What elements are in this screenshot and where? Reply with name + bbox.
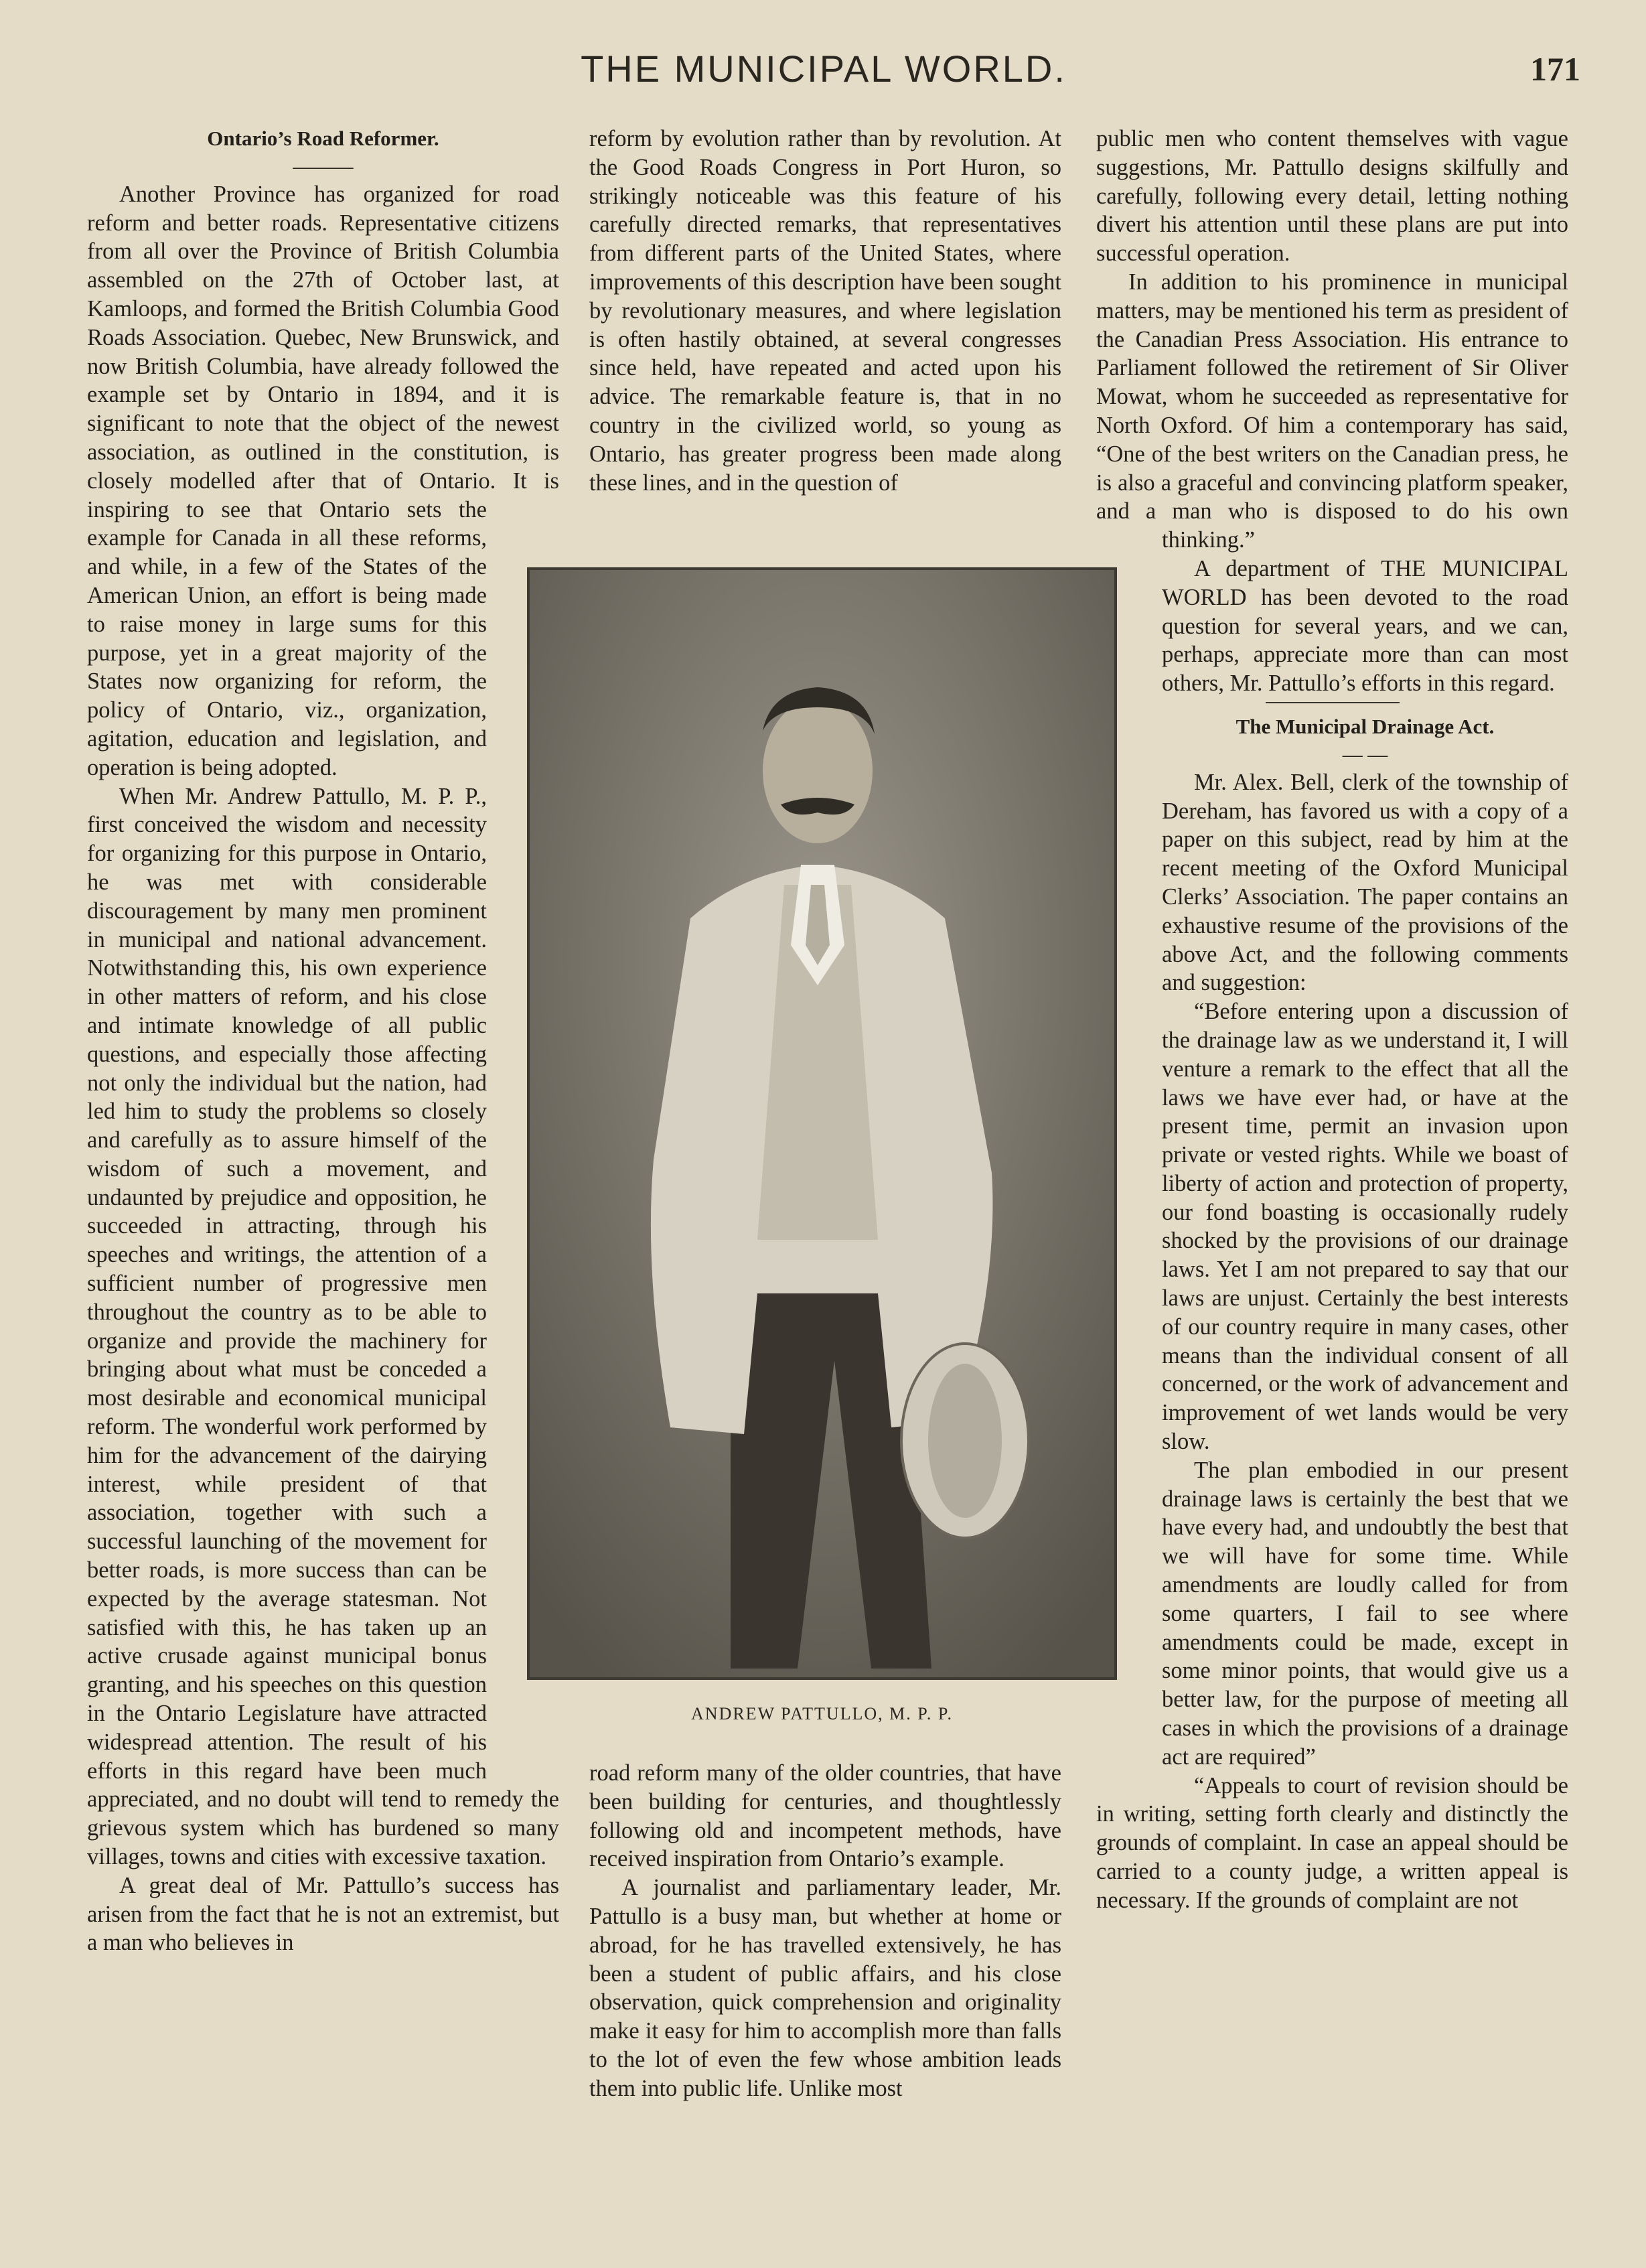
column-1 xyxy=(87,125,559,2255)
article-paragraph: “Before entering upon a discussion of the drainage law as we understand it, I will venture a remark to the effect that all the laws we have ever had, or have at the present time, permit an invasion upon private or vested rights. While we boast of liberty of action and protection of property, our fond boasting is occasionally rudely shocked by the provisions of our drainage laws. Yet I am not prepared to say that our laws are unjust. Certainly the best interests of our country require in many cases, other means than the individual consent of all concerned, or the work of advancement and improvement of wet lands would be very slow. xyxy=(1162,999,1568,1455)
article-heading: Ontario’s Road Reformer. xyxy=(207,127,439,150)
article-paragraph: When Mr. Andrew Pattullo, M. P. P., first conceived the wisdom and necessity for organizing for this purpose in Ontario, he was met with considerable discouragement by many men prominent in municipal and national advancement. Notwithstanding this, his own experience in other matters of reform, and his close and intimate knowledge of all public questions, and especially those affecting not only the individual but the nation, had led him to study the problems so closely and carefully as to assure himself of the wisdom of such a movement, and undaunted by prejudice and opposition, he succeeded in attracting, through his speeches and writings, the attention of a sufficient number of progressive men throughout the country as to be able to organize and provide the machinery for bringing about what must be conceded a most desirable and economical municipal reform. The wonderful work performed by him for the advancement of the dairying interest, while president of that association, together with such a successful launching of the movement for better roads, is more success than can be expected by the average statesman. Not satisfied with this, he has taken up an active crusade against municipal bonus granting, and his speeches on this question in the Ontario Legislature have attracted widespread attention. The result of his efforts in this regard have been much appreciated, and no doubt will tend to remedy the grievous system which has burdened so many villages, towns and cities with excessive taxation. xyxy=(87,783,559,1870)
column-2-bottom xyxy=(589,1759,1061,2241)
article-paragraph: road reform many of the older countries, that have been building for centuries, and thoughtlessly following old and incompetent methods, have received inspiration from Ontario’s example. xyxy=(589,1760,1061,1872)
photo-caption: ANDREW PATTULLO, M. P. P. xyxy=(691,1704,953,1723)
article-paragraph: In addition to his prominence in municipal matters, may be mentioned his term as president of the Canadian Press Association. His entrance to Parliament followed the retirement of Sir Oliver Mowat, whom he succeeded as representative for North Oxford. Of him a contemporary has said, “One of the best writers on the Canadian press, he is also a graceful and convincing platform speaker, and a man who is disposed to do his own thinking.” xyxy=(1096,269,1568,553)
article-paragraph: A journalist and parliamentary leader, Mr. Pattullo is a busy man, but whether at home or abroad, for he has travelled extensively, he has been a student of public affairs, and his close observation, quick comprehension and originality make it easy for him to accomplish more than falls to the lot of even the few whose ambition leads them into public life. Unlike most xyxy=(589,1875,1061,2101)
article-paragraph: The plan embodied in our present drainage laws is certainly the best that we have every had, and undoubtly the best that we will have for some time. While amendments are loudly called for from some quarters, I fail to see where amendments could be made, except in some minor points, that would give us a better law, for the purpose of meeting all cases in which the provisions of a drainage act are required” xyxy=(1162,1457,1568,1770)
portrait-illustration xyxy=(530,570,1114,1677)
page-number: 171 xyxy=(1530,50,1580,88)
heading-separator: ——— xyxy=(293,155,354,178)
article-paragraph: reform by evolution rather than by revolution. At the Good Roads Congress in Port Huron, so strikingly noticeable was this feature of his carefully directed remarks, that representatives from different parts of the United States, where improvements of this description have been sought by revolutionary measures, and where legislation is often hastily obtained, at several congresses since held, have repeated and acted upon his advice. The remarkable feature is, that in no country in the civilized world, so young as Ontario, has greater progress been made along these lines, and in the question of xyxy=(589,126,1061,496)
article-paragraph: Mr. Alex. Bell, clerk of the township of Dereham, has favored us with a copy of a paper on this subject, read by him at the recent meeting of the Oxford Municipal Clerks’ Association. The paper contains an exhaustive resume of the provisions of the above Act, and the following comments and suggestion: xyxy=(1162,769,1568,996)
article-paragraph: A great deal of Mr. Pattullo’s success has arisen from the fact that he is not an extremist, but a man who believes in xyxy=(87,1872,559,1956)
photo-wrap-spacer xyxy=(1096,543,1162,1782)
portrait-photo xyxy=(527,567,1117,1680)
publication-title: THE MUNICIPAL WORLD. xyxy=(581,48,1067,90)
article-paragraph: public men who content themselves with vague suggestions, Mr. Pattullo designs skilfully and carefully, following every detail, letting nothing divert his attention until these plans are put into successful operation. xyxy=(1096,126,1568,267)
article-paragraph: “Appeals to court of revision should be in writing, setting forth clearly and distinctly the grounds of complaint. In case an appeal should be carried to a county judge, a written appeal is necessary. If the grounds of complaint are not xyxy=(1096,1772,1568,1913)
section-rule xyxy=(1266,702,1400,703)
heading-separator: — — xyxy=(1342,743,1388,766)
article-heading: The Municipal Drainage Act. xyxy=(1236,714,1495,738)
column-3 xyxy=(1096,125,1568,2255)
masthead xyxy=(0,47,1646,107)
article-paragraph: A department of THE MUNICIPAL WORLD has been devoted to the road question for several years, and we can, perhaps, appreciate more than can most others, Mr. Pattullo’s efforts in this regard. xyxy=(1162,555,1568,697)
column-2-top xyxy=(589,125,1061,526)
article-paragraph: Another Province has organized for road reform and better roads. Representative citizens from all over the Province of British Columbia assembled on the 27th of October last, at Kamloops, and formed the British Columbia Good Roads Association. Quebec, New Brunswick, and now British Columbia, have already followed the example set by Ontario in 1894, and it is significant to note that the object of the newest association, as outlined in the constitution, is closely modelled after that of Ontario. It is inspiring to see that Ontario sets the example for Canada in all these reforms, and while, in a few of the States of the American Union, an effort is being made to raise money in large sums for this purpose, yet in a great majority of the States now organizing for reform, the policy of Ontario, viz., organization, agitation, education and legislation, and operation is being adopted. xyxy=(87,181,559,780)
